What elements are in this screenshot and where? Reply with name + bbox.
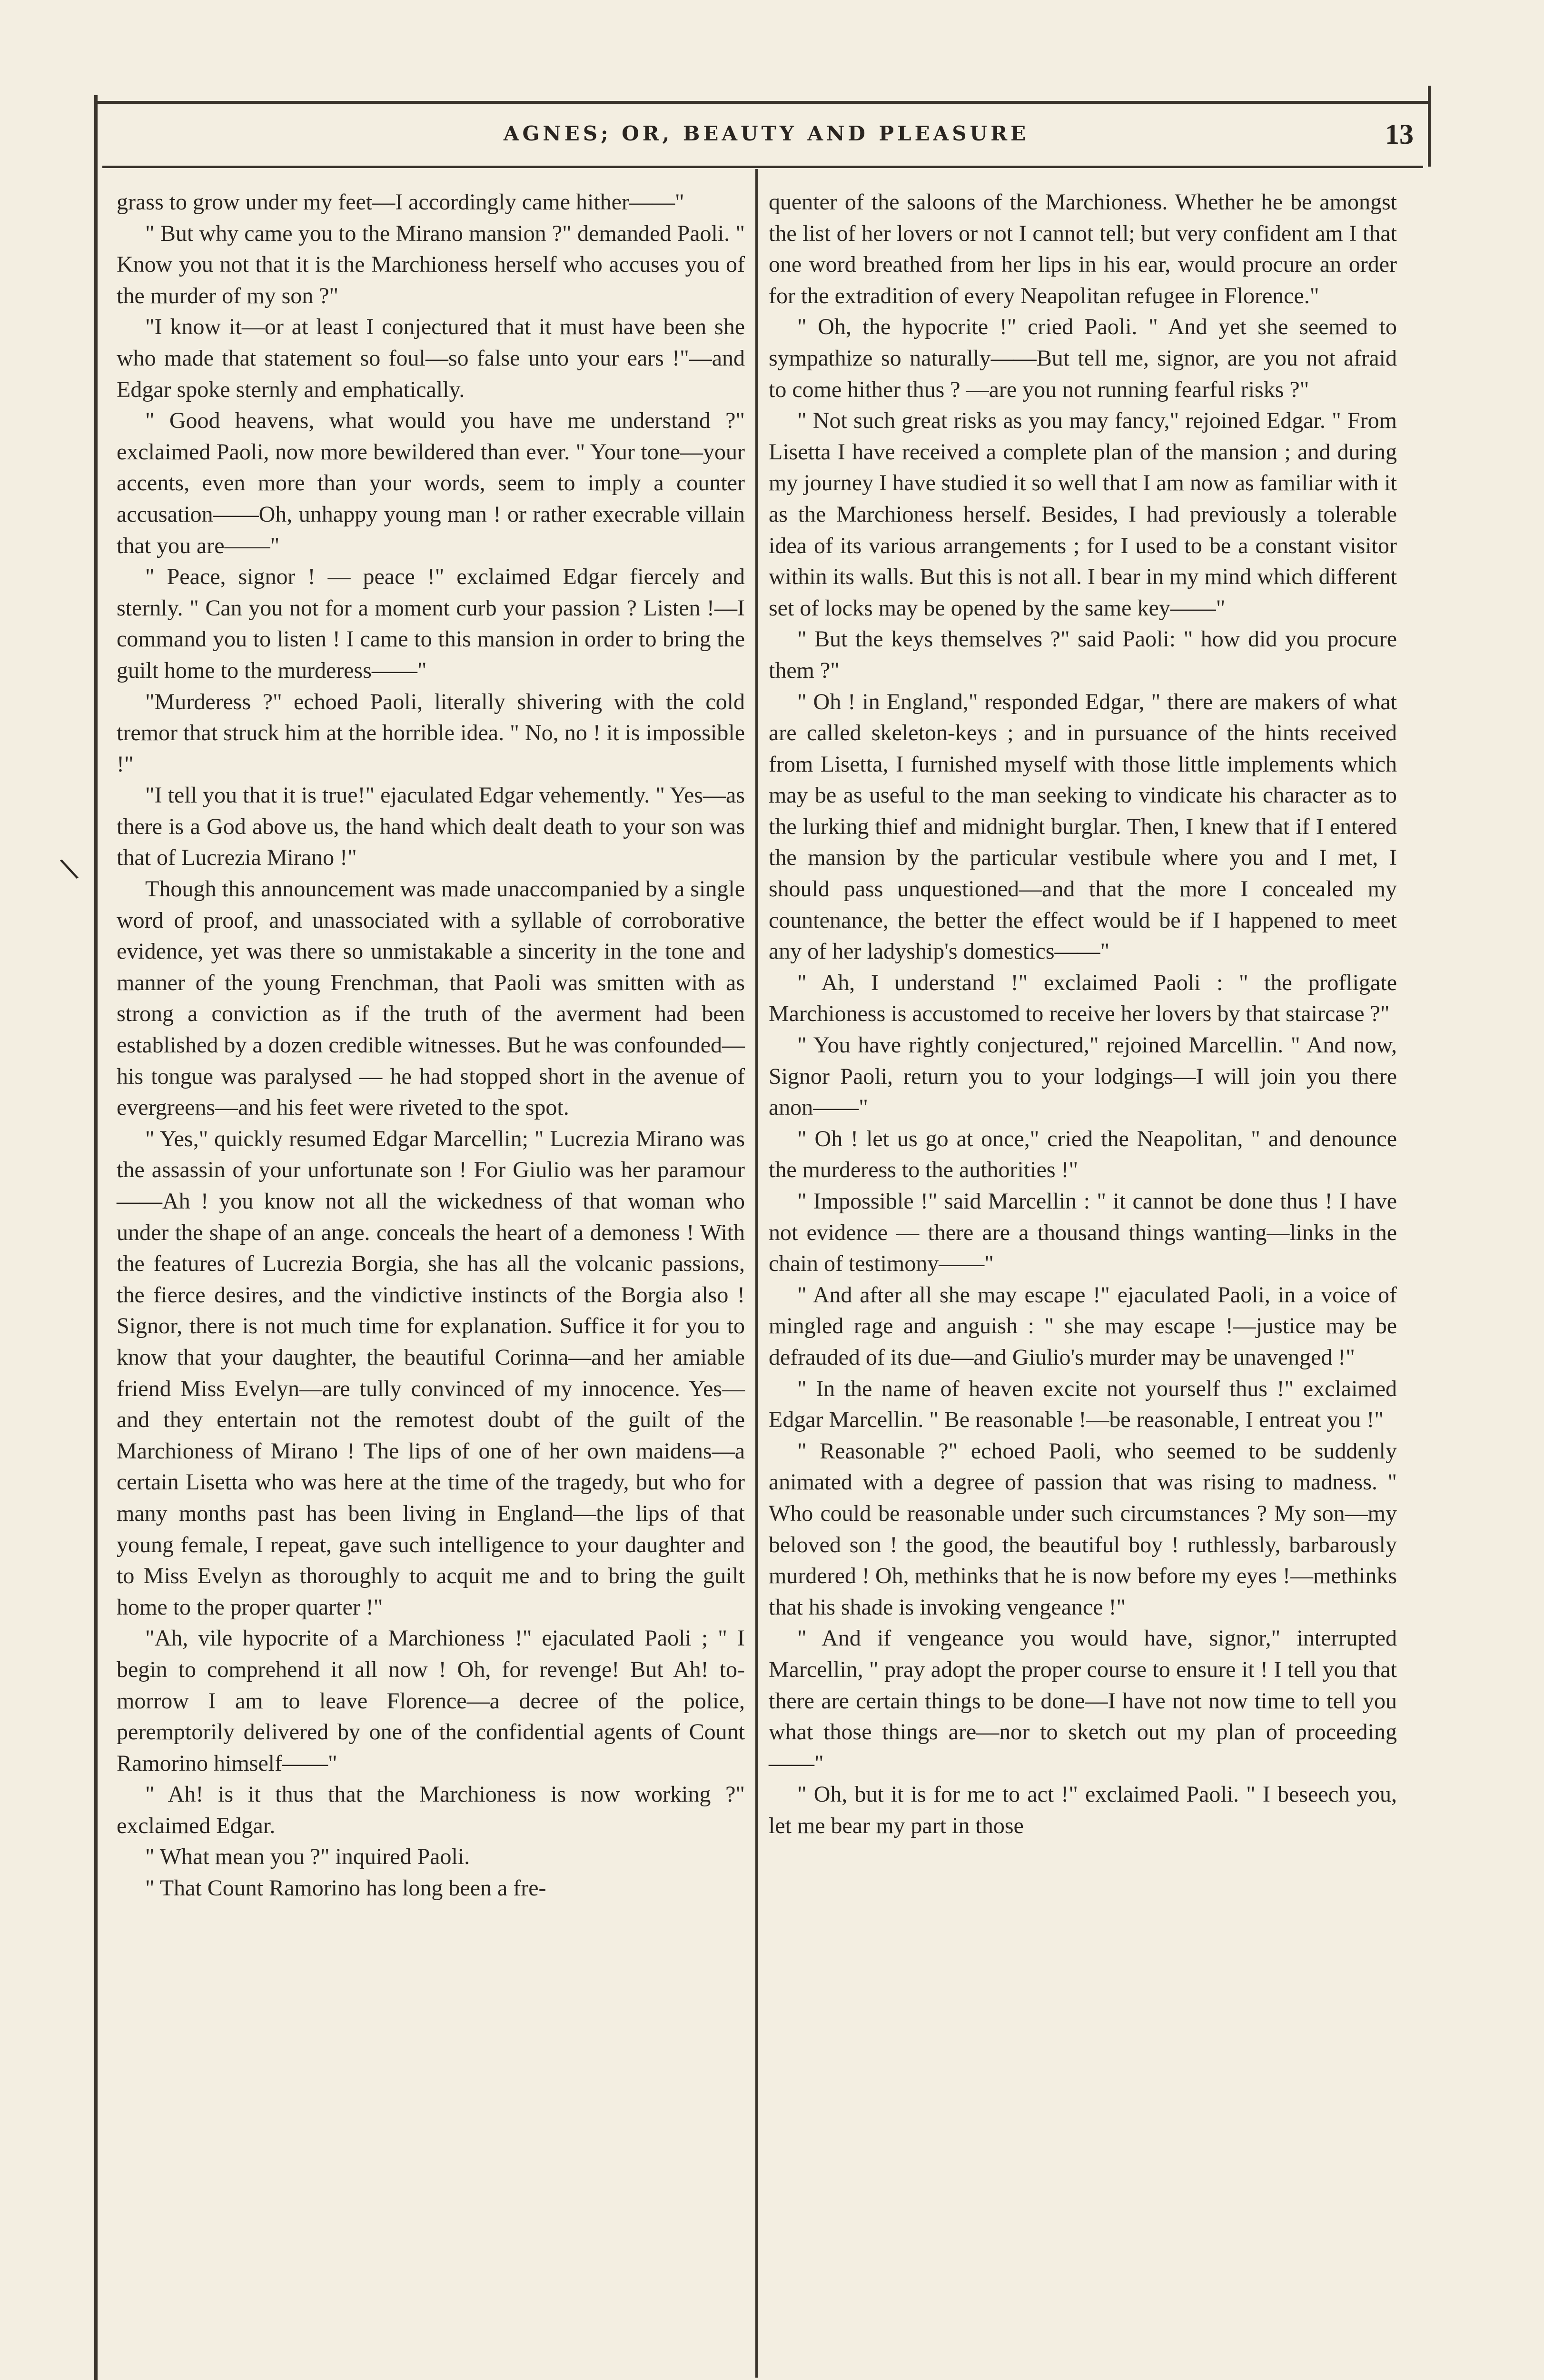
paragraph: " Good heavens, what would you have me understand ?" exclaimed Paoli, now more bewildered than ever. " Your tone—your accents, even more than your words, seem to imply a counter accusation——Oh, unhappy young man ! or rather execrable villain that you are——"	[117, 408, 745, 558]
paragraph: " That Count Ramorino has long been a fre-	[145, 1875, 546, 1901]
paragraph: " Peace, signor ! — peace !" exclaimed Edgar fiercely and sternly. " Can you not for a moment curb your passion ? Listen !—I command you to listen ! I came to this mansion in order to bring the guilt home to the murderess——"	[117, 564, 745, 683]
frame-left-rule	[94, 95, 98, 2380]
page-header	[105, 119, 1428, 160]
paragraph: " You have rightly conjectured," rejoined Marcellin. " And now, Signor Paoli, return you to your lodgings—I will join you there anon——"	[769, 1032, 1397, 1121]
paragraph: " But why came you to the Mirano mansion ?" demanded Paoli. " Know you not that it is the Marchioness herself who accuses you of the murder of my son ?"	[117, 220, 745, 308]
page-number: 13	[1385, 119, 1414, 150]
running-title: AGNES; OR, BEAUTY AND PLEASURE	[503, 122, 1029, 145]
paragraph: grass to grow under my feet—I accordingly came hither——"	[117, 189, 684, 215]
left-column	[117, 187, 745, 1904]
paragraph: " Ah! is it thus that the Marchioness is now working ?" exclaimed Edgar.	[117, 1782, 745, 1838]
right-column	[769, 187, 1397, 1841]
paragraph: " In the name of heaven excite not yourself thus !" exclaimed Edgar Marcellin. " Be reasonable !—be reasonable, I entreat you !"	[769, 1376, 1397, 1433]
paragraph: quenter of the saloons of the Marchioness. Whether he be amongst the list of her lovers or not I cannot tell; but very confident am I that one word breathed from her lips in his ear, would procure an order for the extradition of every Neapolitan refugee in Florence."	[769, 189, 1397, 308]
paragraph: " Ah, I understand !" exclaimed Paoli : " the profligate Marchioness is accustomed to receive her lovers by that staircase ?"	[769, 970, 1397, 1027]
paragraph: " Oh, the hypocrite !" cried Paoli. " And yet she seemed to sympathize so naturally——But tell me, signor, are you not afraid to come hither thus ? —are you not running fearful risks ?"	[769, 314, 1397, 402]
paragraph: "Murderess ?" echoed Paoli, literally shivering with the cold tremor that struck him at the horrible idea. " No, no ! it is impossible !"	[117, 689, 745, 777]
frame-right-rule	[1428, 86, 1431, 167]
paragraph: " Oh ! let us go at once," cried the Neapolitan, " and denounce the murderess to the authorities !"	[769, 1126, 1397, 1183]
paragraph: " But the keys themselves ?" said Paoli: " how did you procure them ?"	[769, 626, 1397, 683]
paragraph: " What mean you ?" inquired Paoli.	[145, 1844, 470, 1870]
paragraph: " Reasonable ?" echoed Paoli, who seemed to be suddenly animated with a degree of passion that was rising to madness. " Who could be reasonable under such circumstances ? My son—my beloved son ! the good, the beautiful boy ! ruthlessly, barbarously murdered ! Oh, methinks that he is now before my eyes !—methinks that his shade is invoking vengeance !"	[769, 1438, 1397, 1620]
paragraph: "Ah, vile hypocrite of a Marchioness !" ejaculated Paoli ; " I begin to comprehend it all now ! Oh, for revenge! But Ah! to-morrow I am to leave Florence—a decree of the police, peremptorily delivered by one of the confidential agents of Count Ramorino himself——"	[117, 1626, 745, 1776]
frame-top-rule	[98, 101, 1428, 104]
paragraph: Though this announcement was made unaccompanied by a single word of proof, and unassociated with a syllable of corroborative evidence, yet was there so unmistakable a sincerity in the tone and manner of the young Frenchman, that Paoli was smitten with as strong a conviction as if the truth of the averment had been established by a dozen credible witnesses. But he was confounded—his tongue was paralysed — he had stopped short in the avenue of evergreens—and his feet were riveted to the spot.	[117, 876, 745, 1121]
paragraph: " Oh, but it is for me to act !" exclaimed Paoli. " I beseech you, let me bear my part in those	[769, 1782, 1397, 1838]
paragraph: " Not such great risks as you may fancy," rejoined Edgar. " From Lisetta I have received a complete plan of the mansion ; and during my journey I have studied it so well that I am now as familiar with it as the Marchioness herself. Besides, I had previously a tolerable idea of its various arrangements ; for I used to be a constant visitor within its walls. But this is not all. I bear in my mind which different set of locks may be opened by the same key——"	[769, 408, 1397, 621]
margin-tick-mark: \	[58, 852, 81, 886]
paragraph: " Oh ! in England," responded Edgar, " there are makers of what are called skeleton-keys ; and in pursuance of the hints received from Lisetta, I furnished myself with those little implements which may be as useful to the man seeking to vindicate his character as to the lurking thief and midnight burglar. Then, I knew that if I entered the mansion by the particular vestibule where you and I met, I should pass unquestioned—and that the more I concealed my countenance, the better the effect would be if I happened to meet any of her ladyship's domestics——"	[769, 689, 1397, 964]
paragraph: " And if vengeance you would have, signor," interrupted Marcellin, " pray adopt the proper course to ensure it ! I tell you that there are certain things to be done—I have not now time to tell you what those things are—nor to sketch out my plan of proceeding——"	[769, 1626, 1397, 1776]
header-rule	[102, 166, 1423, 168]
paragraph: "I tell you that it is true!" ejaculated Edgar vehemently. " Yes—as there is a God above us, the hand which dealt death to your son was that of Lucrezia Mirano !"	[117, 783, 745, 871]
column-divider	[755, 169, 758, 2378]
paragraph: " Impossible !" said Marcellin : " it cannot be done thus ! I have not evidence — there are a thousand things wanting—links in the chain of testimony——"	[769, 1189, 1397, 1277]
paragraph: " Yes," quickly resumed Edgar Marcellin; " Lucrezia Mirano was the assassin of your unfortunate son ! For Giulio was her paramour——Ah ! you know not all the wickedness of that woman who under the shape of an ange. conceals the heart of a demoness ! With the features of Lucrezia Borgia, she has all the volcanic passions, the fierce desires, and the vindictive instincts of the Borgia also ! Signor, there is not much time for explanation. Suffice it for you to know that your daughter, the beautiful Corinna—and her amiable friend Miss Evelyn—are tully convinced of my innocence. Yes—and they entertain not the remotest doubt of the guilt of the Marchioness of Mirano ! The lips of one of her own maidens—a certain Lisetta who was here at the time of the tragedy, but who for many months past has been living in England—the lips of that young female, I repeat, gave such intelligence to your daughter and to Miss Evelyn as thoroughly to acquit me and to bring the guilt home to the proper quarter !"	[117, 1126, 745, 1620]
paragraph: "I know it—or at least I conjectured that it must have been she who made that statement so foul—so false unto your ears !"—and Edgar spoke sternly and emphatically.	[117, 314, 745, 402]
paragraph: " And after all she may escape !" ejaculated Paoli, in a voice of mingled rage and anguish : " she may escape !—justice may be defrauded of its due—and Giulio's murder may be unavenged !"	[769, 1282, 1397, 1370]
